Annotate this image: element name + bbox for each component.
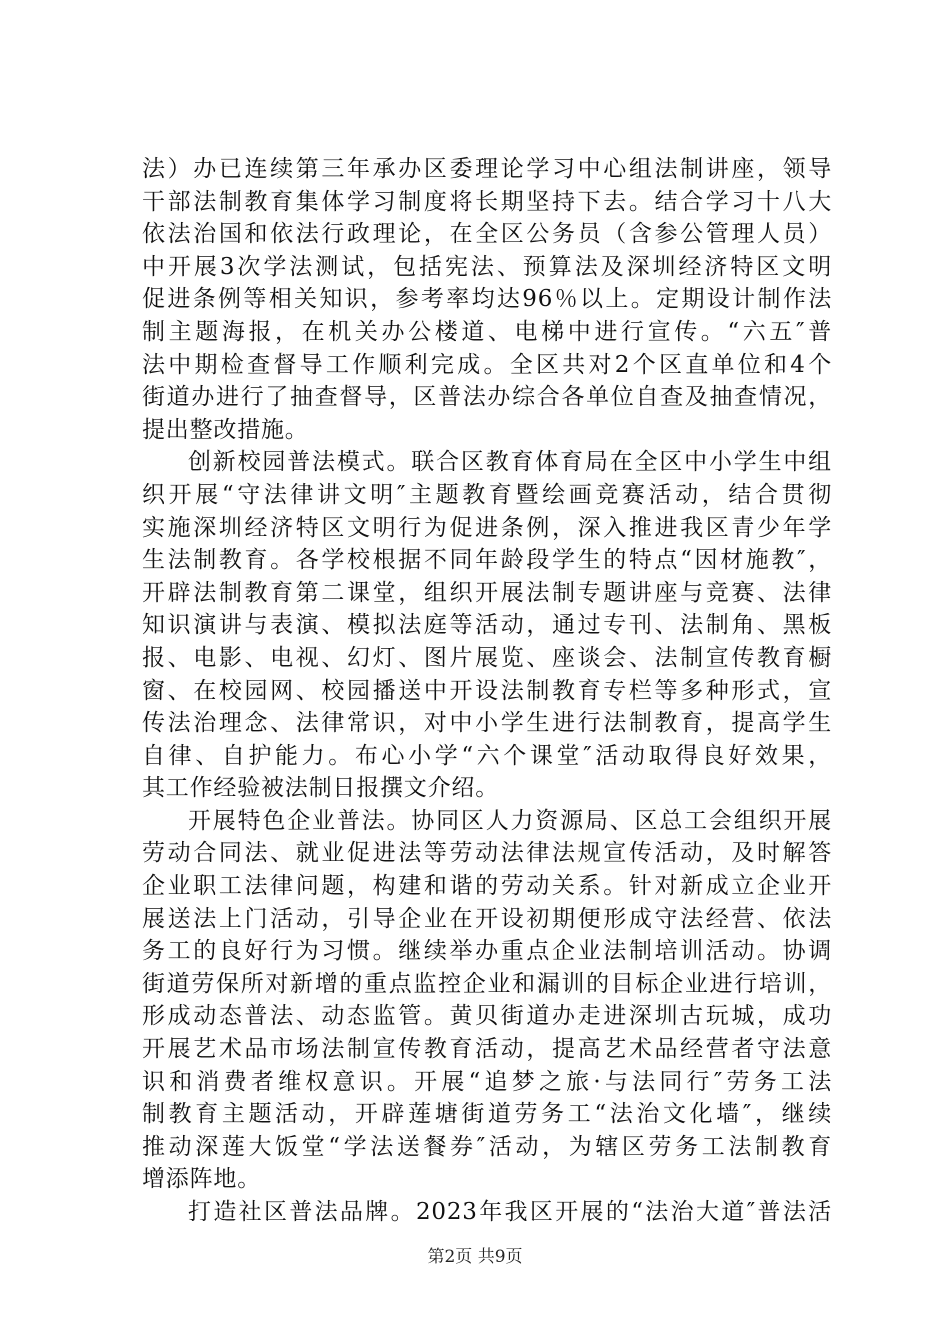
text-line: 展送法上门活动，引导企业在开设初期便形成守法经营、依法 (142, 905, 832, 932)
text-line: 形成动态普法、动态监管。黄贝街道办走进深圳古玩城，成功 (142, 1003, 832, 1030)
text-line: 法中期检查督导工作顺利完成。全区共对2个区直单位和4个 (142, 351, 832, 378)
text-line: 依法治国和依法行政理论，在全区公务员（含参公管理人员） (142, 221, 832, 248)
text-line: 法）办已连续第三年承办区委理论学习中心组法制讲座，领导 (142, 156, 832, 182)
body-text (142, 153, 832, 1229)
text-line: 生法制教育。各学校根据不同年龄段学生的特点“因材施教″， (142, 547, 832, 574)
text-line: 识和消费者维权意识。开展“追梦之旅·与法同行″劳务工法 (142, 1068, 832, 1095)
text-line: 企业职工法律问题，构建和谐的劳动关系。针对新成立企业开 (142, 873, 832, 900)
text-line: 干部法制教育集体学习制度将长期坚持下去。结合学习十八大 (142, 188, 832, 215)
text-line: 织开展“守法律讲文明″主题教育暨绘画竞赛活动，结合贯彻 (142, 481, 832, 508)
text-line: 窗、在校园网、校园播送中开设法制教育专栏等多种形式，宣 (142, 677, 832, 704)
text-line: 开展艺术品市场法制宣传教育活动，提高艺术品经营者守法意 (142, 1036, 832, 1063)
text-line: 街道办进行了抽查督导，区普法办综合各单位自查及抽查情况， (142, 384, 832, 411)
text-line: 务工的良好行为习惯。继续举办重点企业法制培训活动。协调 (142, 938, 832, 965)
text-line: 促进条例等相关知识，参考率均达96％以上。定期设计制作法 (142, 286, 832, 313)
text-line: 增添阵地。 (142, 1166, 261, 1193)
text-line: 打造社区普法品牌。2023年我区开展的“法治大道″普法活 (188, 1199, 832, 1225)
text-line: 中开展3次学法测试，包括宪法、预算法及深圳经济特区文明 (142, 253, 832, 280)
text-line: 提出整改措施。 (142, 416, 309, 443)
text-line: 创新校园普法模式。联合区教育体育局在全区中小学生中组 (188, 449, 832, 476)
text-line: 制教育主题活动，开辟莲塘街道劳务工“法治文化墙″，继续 (142, 1101, 832, 1128)
text-line: 劳动合同法、就业促进法等劳动法律法规宣传活动，及时解答 (142, 840, 832, 867)
text-line: 知识演讲与表演、模拟法庭等活动，通过专刊、法制角、黑板 (142, 612, 832, 639)
text-line: 实施深圳经济特区文明行为促进条例，深入推进我区青少年学 (142, 514, 832, 541)
text-line: 开展特色企业普法。协同区人力资源局、区总工会组织开展 (188, 807, 832, 834)
text-line: 街道劳保所对新增的重点监控企业和漏训的目标企业进行培训， (142, 970, 832, 997)
page-footer: 第2页 共9页 (427, 1247, 523, 1267)
text-line: 推动深莲大饭堂“学法送餐券″活动，为辖区劳务工法制教育 (142, 1133, 832, 1160)
text-line: 传法治理念、法律常识，对中小学生进行法制教育，提高学生 (142, 710, 832, 737)
text-line: 制主题海报，在机关办公楼道、电梯中进行宣传。“六五″普 (142, 318, 832, 345)
text-line: 自律、自护能力。布心小学“六个课堂″活动取得良好效果， (142, 742, 832, 769)
text-line: 其工作经验被法制日报撰文介绍。 (142, 775, 499, 802)
text-line: 报、电影、电视、幻灯、图片展览、座谈会、法制宣传教育橱 (142, 644, 832, 671)
text-line: 开辟法制教育第二课堂，组织开展法制专题讲座与竞赛、法律 (142, 579, 832, 606)
